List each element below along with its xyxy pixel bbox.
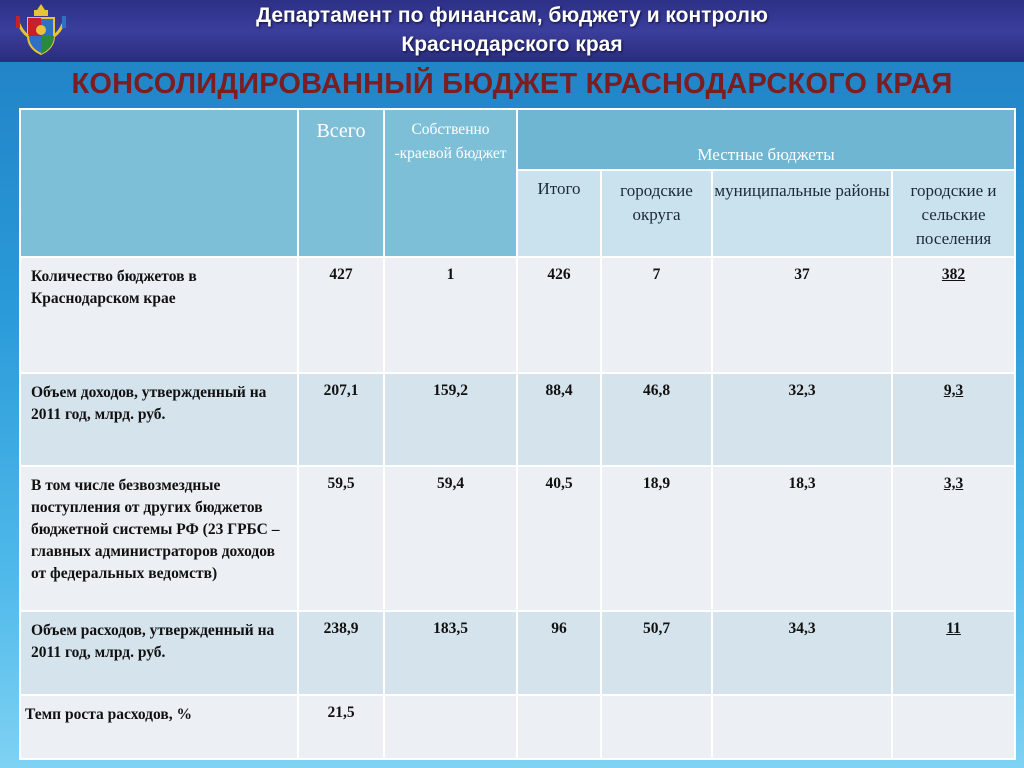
cell-local-total: 426 [517, 257, 601, 373]
cell-regional: 159,2 [384, 373, 517, 466]
header-local-total [517, 170, 601, 257]
cell-total: 21,5 [298, 695, 384, 759]
department-name-line1: Департамент по финансам, бюджету и контролю [256, 4, 768, 27]
header-total [298, 109, 384, 257]
table-row [20, 257, 1015, 373]
row-label: Темп роста расходов, % [20, 695, 298, 759]
table-row [20, 373, 1015, 466]
cell-local-total: 88,4 [517, 373, 601, 466]
cell-regional [384, 695, 517, 759]
cell-city: 46,8 [601, 373, 712, 466]
header-city-districts-label: городские округа [620, 180, 693, 224]
header-local-budgets-label: Местные бюджеты [697, 144, 835, 164]
cell-local-total [517, 695, 601, 759]
header-local-budgets [517, 109, 1015, 170]
header-municipal-districts [712, 170, 892, 257]
cell-total: 238,9 [298, 611, 384, 695]
cell-total: 207,1 [298, 373, 384, 466]
header-regional [384, 109, 517, 257]
header-banner [0, 0, 1024, 62]
header-municipal-districts-label: муниципальные районы [714, 180, 890, 200]
table-row [20, 695, 1015, 759]
cell-regional: 59,4 [384, 466, 517, 611]
cell-city: 18,9 [601, 466, 712, 611]
cell-municipal: 32,3 [712, 373, 892, 466]
cell-settlements: 382 [892, 257, 1015, 373]
row-label: Количество бюджетов в Краснодарском крае [20, 257, 298, 373]
row-label: Объем доходов, утвержденный на 2011 год, млрд. руб. [20, 373, 298, 466]
cell-city [601, 695, 712, 759]
row-label: Объем расходов, утвержденный на 2011 год, млрд. руб. [20, 611, 298, 695]
cell-municipal: 37 [712, 257, 892, 373]
table-row [20, 466, 1015, 611]
table-row [20, 611, 1015, 695]
cell-local-total: 96 [517, 611, 601, 695]
cell-regional: 1 [384, 257, 517, 373]
cell-local-total: 40,5 [517, 466, 601, 611]
header-regional-label: Собственно -краевой бюджет [394, 121, 507, 162]
cell-municipal: 18,3 [712, 466, 892, 611]
header-settlements-label: городские и сельские поселения [910, 180, 997, 248]
cell-municipal [712, 695, 892, 759]
cell-settlements: 9,3 [892, 373, 1015, 466]
cell-municipal: 34,3 [712, 611, 892, 695]
cell-settlements: 3,3 [892, 466, 1015, 611]
cell-city: 50,7 [601, 611, 712, 695]
header-city-districts [601, 170, 712, 257]
header-settlements [892, 170, 1015, 257]
cell-regional: 183,5 [384, 611, 517, 695]
row-label: В том числе безвозмездные поступления от других бюджетов бюджетной системы РФ (23 ГРБС – главных администраторов доходов от федеральных ведомств) [20, 466, 298, 611]
cell-settlements: 11 [892, 611, 1015, 695]
header-empty-cell [20, 109, 298, 257]
cell-settlements [892, 695, 1015, 759]
page-title: КОНСОЛИДИРОВАННЫЙ БЮДЖЕТ КРАСНОДАРСКОГО КРАЯ [71, 68, 953, 100]
cell-total: 59,5 [298, 466, 384, 611]
department-name-line2: Краснодарского края [401, 33, 623, 56]
header-local-total-label: Итого [537, 178, 581, 198]
budget-table [19, 108, 1016, 760]
cell-total: 427 [298, 257, 384, 373]
header-total-label: Всего [316, 120, 366, 142]
coat-of-arms-icon [14, 2, 68, 56]
cell-city: 7 [601, 257, 712, 373]
